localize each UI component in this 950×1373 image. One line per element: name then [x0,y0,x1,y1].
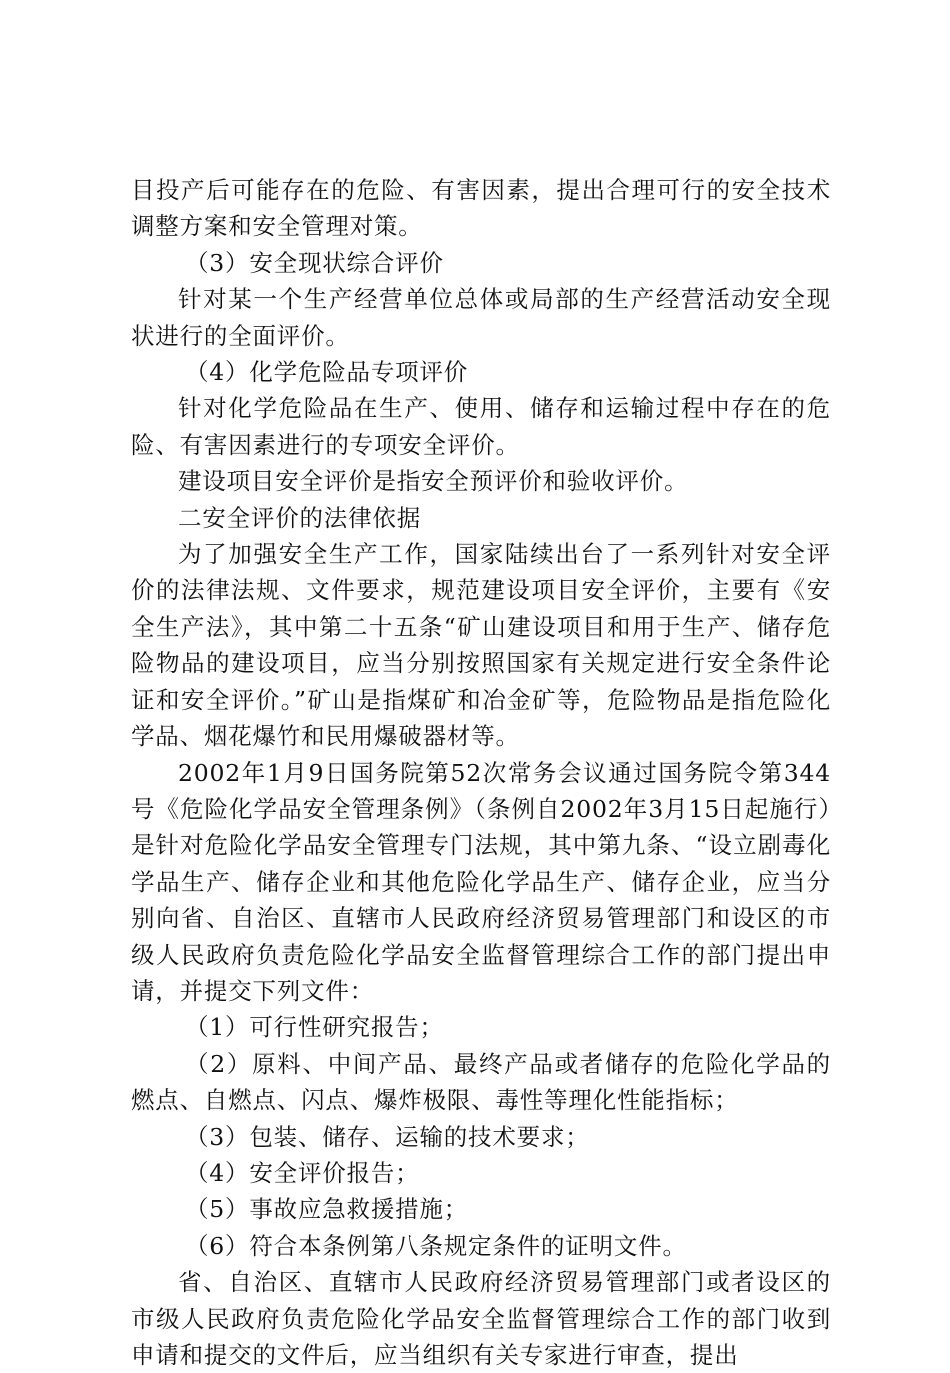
paragraph: 针对某一个生产经营单位总体或局部的生产经营活动安全现状进行的全面评价。 [131,285,831,350]
section-heading: 二安全评价的法律依据 [178,503,421,532]
document-body [131,172,831,1373]
paragraph: 建设项目安全评价是指安全预评价和验收评价。 [178,467,689,496]
paragraph: 为了加强安全生产工作，国家陆续出台了一系列针对安全评价的法律法规、文件要求，规范建设项目安全评价，主要有《安全生产法》，其中第二十五条“矿山建设项目和用于生产、储存危险物品的建设项目，应当分别按照国家有关规定进行安全条件论证和安全评价。”矿山是指煤矿和冶金矿等，危险物品是指危险化学品、烟花爆竹和民用爆破器材等。 [131,540,831,751]
list-item: （1）可行性研究报告； [185,1013,444,1042]
heading-item-3: （3）安全现状综合评价 [185,248,444,277]
paragraph: 省、自治区、直辖市人民政府经济贸易管理部门或者设区的市级人民政府负责危险化学品安全监督管理综合工作的部门收到申请和提交的文件后，应当组织有关专家进行审查，提出 [131,1268,831,1369]
list-item: （6）符合本条例第八条规定条件的证明文件。 [185,1231,687,1260]
paragraph-continuation: 目投产后可能存在的危险、有害因素，提出合理可行的安全技术调整方案和安全管理对策。 [131,176,831,241]
list-item: （2）原料、中间产品、最终产品或者储存的危险化学品的燃点、自燃点、闪点、爆炸极限、毒性等理化性能指标； [131,1049,831,1115]
list-item: （4）安全评价报告； [185,1158,420,1187]
list-item: （3）包装、储存、运输的技术要求； [185,1122,590,1151]
paragraph: 2002年1月9日国务院第52次常务会议通过国务院令第344号《危险化学品安全管理条例》（条例自2002年3月15日起施行）是针对危险化学品安全管理专门法规，其中第九条、“设立剧毒化学品生产、储存企业和其他危险化学品生产、储存企业，应当分别向省、自治区、直辖市人民政府经济贸易管理部门和设区的市级人民政府负责危险化学品安全监督管理综合工作的部门提出申请，并提交下列文件： [131,758,831,1005]
heading-item-4: （4）化学危险品专项评价 [185,358,469,387]
list-item: （5）事故应急救援措施； [185,1195,469,1224]
paragraph: 针对化学危险品在生产、使用、储存和运输过程中存在的危险、有害因素进行的专项安全评价。 [131,394,831,459]
